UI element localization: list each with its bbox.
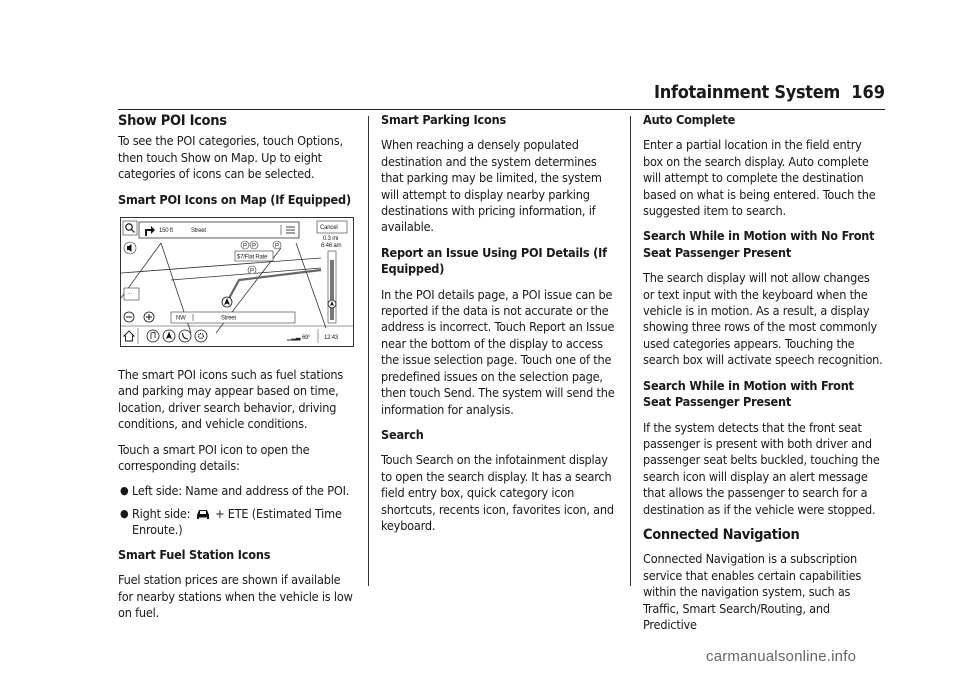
page-header [0, 82, 960, 112]
subheading-smart-poi: Smart POI Icons on Map (If Equipped) [118, 191, 351, 207]
subheading-report-issue: Report an Issue Using POI Details (If Equipped) [381, 244, 607, 277]
heading-connected-navigation: Connected Navigation [643, 526, 800, 543]
column-divider-2 [630, 116, 631, 586]
running-title: Infotainment System [654, 82, 840, 103]
bullet-list [118, 483, 355, 538]
music-icon [147, 330, 159, 342]
paragraph: The search display will not allow changes or text input with the keyboard when the vehicle is in motion. As a result, a display showing three rows of the most commonly used categories appears. Touching the search box will activate speech recognition. [643, 270, 883, 368]
subheading-smart-parking: Smart Parking Icons [381, 112, 507, 127]
parking-poi-icon [248, 266, 256, 275]
home-icon [124, 331, 134, 341]
navigation-icon [163, 330, 175, 342]
cancel-label: Cancel [320, 225, 338, 232]
bullet-icon: ● [120, 484, 129, 498]
vehicle-icon [195, 508, 211, 520]
parking-poi-icon [250, 241, 258, 250]
parking-poi-icon [273, 241, 281, 250]
watermark: carmanualsonline.info [706, 648, 857, 665]
subheading-auto-complete: Auto Complete [643, 112, 736, 127]
eta-distance: 0.3 mi [323, 236, 339, 243]
temperature: 69° [302, 335, 311, 342]
zoom-in-icon [144, 312, 154, 322]
paragraph: Touch a smart POI icon to open the corresponding details: [118, 441, 310, 474]
settings-icon [195, 330, 207, 342]
paragraph: Fuel station prices are shown if available for nearby stations when the vehicle is low on fuel. [118, 572, 353, 620]
header-rule [118, 109, 885, 110]
more-icon: ··· [127, 291, 133, 298]
svg-text:P: P [250, 268, 254, 275]
subheading-smart-fuel: Smart Fuel Station Icons [118, 546, 271, 562]
volume-icon [124, 242, 136, 254]
subheading-no-front-passenger: Search While in Motion with No Front Seat Passenger Present [643, 228, 875, 260]
paragraph: If the system detects that the front seat passenger is present with both driver and passenger seat belts buckled, touching the search icon will display an alert message that allows the passenger to search for a destination as if the vehicle were stopped. [643, 419, 880, 517]
paragraph: When reaching a densely populated destination and the system determines that parking may be limited, the system will attempt to display nearby parking destinations with pricing information, if available. [381, 137, 602, 235]
heading-label: NW [176, 315, 186, 322]
clock: 12:43 [324, 335, 339, 342]
signal-icon: ▁▂▃ [287, 335, 301, 342]
paragraph: In the POI details page, a POI issue can be reported if the data is not accurate or the address is incorrect. Touch Report an Issue near the bottom of the display to access the issue selection page. Touch one of the predefined issues on the selection page, then touch Send. The system will send the information for analysis. [381, 286, 615, 417]
paragraph: Touch Search on the infotainment display to open the search display. It has a search field entry box, quick category icon shortcuts, recents icon, favorites icon, and keyboard. [381, 452, 614, 533]
svg-text:P: P [252, 243, 256, 250]
paragraph: Enter a partial location in the field entry box on the search display. Auto complete will attempt to complete the destination based on what is being entered. Touch the suggested item to search. [643, 137, 876, 219]
column-divider-1 [368, 116, 369, 586]
column-2 [381, 112, 618, 543]
route-progress-fill [330, 260, 334, 320]
map-road [296, 243, 326, 328]
parking-poi-icon [241, 241, 249, 250]
eta-time: 6:46 am [321, 243, 342, 250]
list-item: ● Right side: + ETE (Estimated Time Enroute.) [120, 505, 342, 538]
subheading-front-passenger: Search While in Motion with Front Seat Passenger Present [643, 377, 854, 410]
vehicle-position-icon [222, 297, 232, 307]
poi-price-label: $7/Flat Rate [237, 254, 268, 261]
paragraph: To see the POI categories, touch Options, then touch Show on Map. Up to eight categories of icons can be selected. [118, 133, 343, 182]
bullet-icon: ● [120, 506, 129, 520]
svg-text:P: P [275, 243, 279, 250]
svg-text:P: P [243, 243, 247, 250]
street-bottom: Street [221, 315, 236, 322]
turn-distance: 150 ft [159, 228, 173, 235]
paragraph: The smart POI icons such as fuel stations and parking may appear based on time, location, driver search behavior, driving conditions, and vehicle conditions. [118, 367, 344, 432]
phone-icon [179, 330, 191, 342]
vehicle-marker-icon [328, 300, 336, 308]
street-top: Street [191, 228, 206, 235]
column-1 [118, 112, 355, 630]
heading-show-poi-icons: Show POI Icons [118, 113, 227, 129]
subheading-search: Search [381, 426, 424, 442]
map-screen-illustration [120, 217, 354, 347]
paragraph: Connected Navigation is a subscription service that enables certain capabilities within the navigation system, such as Traffic, Smart Search/Routing, and Predictive [643, 551, 862, 632]
column-3 [643, 112, 883, 642]
search-button [123, 221, 137, 235]
zoom-out-icon [124, 312, 134, 322]
list-item: ● Left side: Name and address of the POI. [120, 483, 350, 499]
page-number: 169 [851, 82, 885, 103]
